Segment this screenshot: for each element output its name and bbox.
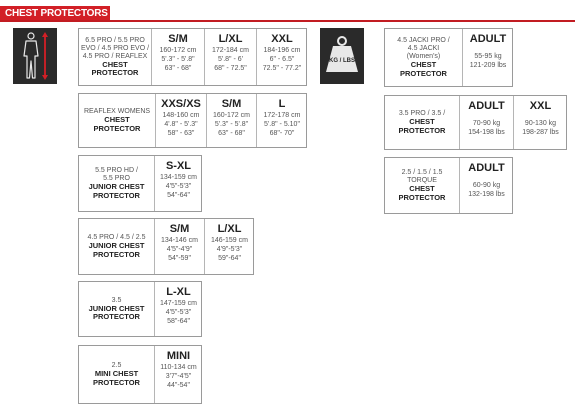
size-label: S/M	[168, 33, 188, 45]
size-cm: 110-134 cm	[160, 364, 197, 371]
person-height-icon	[13, 28, 57, 84]
size-label: S/M	[221, 98, 242, 110]
size-column	[459, 158, 513, 213]
product-name	[79, 29, 151, 85]
size-label: ADULT	[469, 33, 507, 45]
size-cm: 147-159 cm	[160, 300, 197, 307]
page-title: CHEST PROTECTORS	[5, 8, 108, 19]
size-in: 54"-59"	[168, 255, 191, 262]
size-kg: 90-130 kg	[524, 120, 557, 127]
size-in: 63" - 68"	[164, 65, 192, 72]
size-label: MINI	[166, 350, 191, 362]
product-line: EVO / 4.5 PRO EVO /	[80, 44, 150, 52]
product-line: REAFLEX WOMENS	[83, 108, 151, 115]
size-cm: 134-146 cm	[161, 237, 198, 244]
product-type: CHEST	[409, 117, 435, 126]
size-table-chest-protector	[78, 28, 307, 86]
size-ft: 4'.8" - 5'.3"	[164, 121, 198, 128]
size-table-reaflex-womens	[78, 93, 307, 148]
product-line: 4.5 PRO / 4.5 / 2.5	[87, 234, 146, 241]
product-name	[79, 282, 154, 336]
product-line: (Women's)	[406, 53, 441, 60]
size-lbs: 132-198 lbs	[468, 191, 505, 198]
size-kg: 55-95 kg	[474, 53, 502, 60]
size-ft: 4'5"-5'3"	[165, 309, 192, 316]
size-ft: 5'.3" - 5'.8"	[214, 121, 249, 128]
header-divider	[0, 20, 575, 22]
product-name	[79, 346, 154, 403]
size-cm: 172-184 cm	[212, 47, 249, 54]
size-lbs: 121-209 lbs	[469, 62, 507, 69]
size-column	[154, 282, 202, 336]
size-cm: 134-159 cm	[160, 174, 197, 181]
size-column	[151, 29, 204, 85]
product-type: PROTECTOR	[93, 249, 140, 259]
size-column	[256, 94, 307, 147]
size-table-2-5-torque	[384, 157, 513, 214]
product-line: 3.5	[111, 296, 122, 304]
size-cm: 184-196 cm	[263, 47, 301, 54]
product-line: 4.5 PRO / REAFLEX	[82, 52, 148, 60]
size-in: 58"-64"	[167, 318, 190, 325]
size-in: 63" - 68"	[218, 130, 245, 137]
size-column	[204, 29, 256, 85]
product-line: 6.5 PRO / 5.5 PRO	[85, 36, 145, 44]
size-label: ADULT	[468, 162, 505, 174]
size-column	[154, 219, 204, 274]
product-type: CHEST	[102, 59, 128, 69]
size-kg: 70-90 kg	[472, 120, 501, 127]
product-line: 4.5 JACKI PRO /	[397, 37, 450, 44]
size-column	[154, 156, 202, 211]
size-label: L	[278, 98, 286, 110]
product-type: PROTECTOR	[400, 68, 447, 78]
product-type: CHEST	[410, 60, 437, 69]
product-line: 2.5	[111, 362, 122, 369]
size-column	[462, 29, 513, 86]
size-ft: 5'.3" - 5'.8"	[161, 56, 195, 63]
kg-weight-icon	[320, 28, 364, 84]
product-type: PROTECTOR	[398, 192, 446, 202]
size-cm: 148-160 cm	[162, 112, 200, 119]
product-line: 5.5 PRO	[103, 175, 130, 182]
size-cm: 146-159 cm	[211, 237, 248, 244]
size-table-junior-5-5	[78, 155, 202, 212]
product-type: PROTECTOR	[93, 123, 141, 133]
size-in: 58" - 63"	[167, 130, 195, 137]
size-column	[459, 96, 513, 149]
product-line: 3.5 PRO / 3.5 /	[398, 110, 446, 117]
product-type: CHEST	[104, 115, 130, 124]
size-table-jacki	[384, 28, 513, 87]
product-type: JUNIOR CHEST	[88, 241, 145, 250]
product-line: 2.5 / 1.5 / 1.5	[401, 169, 443, 176]
product-type: MINI CHEST	[94, 369, 139, 378]
size-cm: 160-172 cm	[213, 112, 250, 119]
product-type: JUNIOR CHEST	[88, 182, 145, 191]
product-name	[385, 158, 459, 213]
size-label: S/M	[169, 223, 190, 235]
size-column	[256, 29, 307, 85]
size-in: 54"-64"	[167, 192, 190, 199]
size-column	[204, 219, 254, 274]
size-label: L-XL	[166, 286, 191, 298]
size-table-junior-4-5	[78, 218, 254, 275]
size-ft: 3'7"-4'5"	[165, 373, 192, 380]
product-type: PROTECTOR	[93, 377, 140, 387]
size-ft: 4'9"-5'3"	[216, 246, 243, 253]
size-label: ADULT	[468, 100, 505, 112]
size-in: 72.5" - 77.2"	[262, 65, 302, 72]
size-cm: 160-172 cm	[159, 47, 197, 54]
size-column	[513, 96, 567, 149]
size-label: XXL	[271, 33, 293, 45]
size-in: 44"-54"	[167, 382, 190, 389]
size-lbs: 154-198 lbs	[468, 129, 505, 136]
product-type: JUNIOR CHEST	[88, 303, 145, 313]
product-name	[79, 94, 155, 147]
product-name	[79, 219, 154, 274]
size-table-3-5-pro	[384, 95, 567, 150]
product-line: 4.5 JACKI	[407, 45, 440, 52]
height-icon-box	[13, 28, 57, 84]
size-label: S-XL	[165, 160, 192, 172]
product-line: 5.5 PRO HD /	[95, 167, 138, 174]
size-lbs: 198-287 lbs	[522, 129, 559, 136]
size-column	[206, 94, 256, 147]
product-type: PROTECTOR	[93, 312, 140, 321]
size-cm: 172-178 cm	[263, 112, 301, 119]
weight-icon-box	[320, 28, 364, 84]
product-name	[385, 29, 462, 86]
size-label: XXL	[529, 100, 552, 112]
size-label: L/XL	[217, 223, 242, 235]
size-label: L/XL	[218, 33, 243, 45]
weight-icon-label: KG / LBS	[328, 58, 356, 64]
product-line: TORQUE	[407, 177, 437, 184]
size-ft: 5'.8" - 6'	[217, 56, 243, 63]
size-table-mini	[78, 345, 202, 404]
product-name	[385, 96, 459, 149]
size-in: 68"- 70"	[269, 130, 295, 137]
size-in: 68" - 72.5"	[214, 65, 247, 72]
size-column	[155, 94, 206, 147]
size-label: XXS/XS	[161, 98, 201, 110]
product-type: CHEST	[409, 184, 435, 193]
size-table-junior-3-5	[78, 281, 202, 337]
product-name	[79, 156, 154, 211]
product-type: PROTECTOR	[91, 68, 139, 77]
product-type: PROTECTOR	[93, 190, 140, 200]
size-ft: 6" - 6.5"	[269, 56, 295, 63]
size-ft: 5'.8" - 5.10"	[264, 121, 300, 128]
size-ft: 4'5"-5'3"	[165, 183, 192, 190]
size-kg: 60-90 kg	[472, 182, 501, 189]
size-column	[154, 346, 202, 403]
size-ft: 4'5"-4'9"	[166, 246, 193, 253]
product-type: PROTECTOR	[398, 125, 446, 135]
size-in: 59"-64"	[218, 255, 241, 262]
